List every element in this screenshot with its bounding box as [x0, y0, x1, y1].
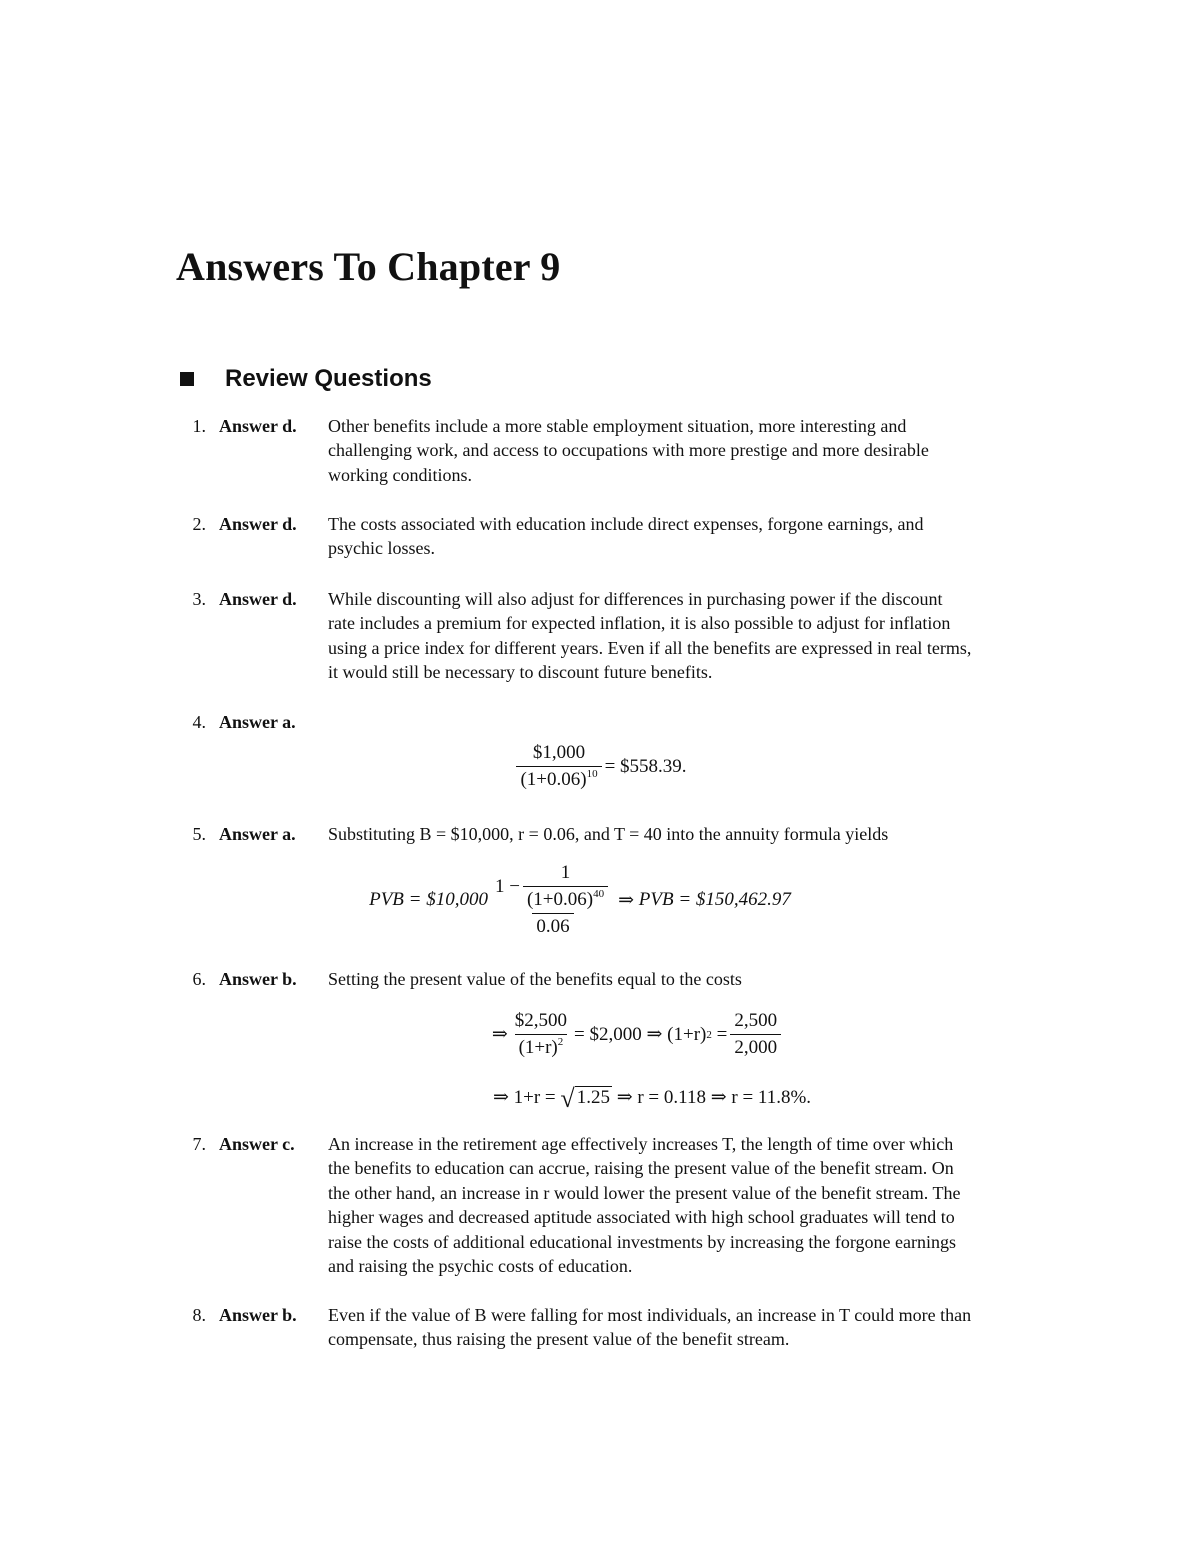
implies-arrow: ⇒ — [618, 889, 634, 911]
equation-present-value — [0, 742, 1200, 791]
answer-label: Answer a. — [219, 824, 296, 844]
text-line: Other benefits include a more stable employment situation, more interesting and — [328, 416, 907, 436]
text-line: psychic losses. — [328, 538, 435, 559]
equation-middle: = $2,000 ⇒ (1+r) — [574, 1024, 707, 1045]
radicand: 1.25 — [576, 1087, 610, 1108]
page-title: Answers To Chapter 9 — [176, 244, 561, 289]
text-line: While discounting will also adjust for differences in purchasing power if the discount — [328, 589, 943, 609]
exponent: 2 — [557, 1036, 564, 1048]
equation-result: PVB = $150,462.97 — [638, 889, 791, 910]
answer-text — [328, 1303, 1108, 1352]
question-number: 2. — [192, 514, 206, 534]
equals-sign: = — [716, 1023, 728, 1045]
one-minus: 1 − — [494, 875, 520, 897]
equation-lhs: PVB = $10,000 — [369, 889, 488, 910]
fraction — [730, 1010, 781, 1059]
question-number: 7. — [192, 1134, 206, 1154]
exponent: 40 — [593, 888, 605, 900]
text-line: the other hand, an increase in r would lower the present value of the benefit stream. The — [328, 1182, 961, 1203]
question-number: 6. — [192, 969, 206, 989]
text-line: higher wages and decreased aptitude associated with high school graduates will tend to — [328, 1207, 955, 1228]
fraction — [516, 742, 601, 791]
equation-result: = $558.39. — [604, 755, 687, 777]
equation-lhs: ⇒ 1+r = — [492, 1087, 556, 1108]
equation-annuity — [0, 862, 1180, 938]
question-number: 8. — [192, 1305, 206, 1325]
question-number: 4. — [192, 712, 206, 732]
exponent: 10 — [586, 768, 598, 780]
fraction — [511, 1010, 571, 1059]
text-line: Setting the present value of the benefits equal to the costs — [328, 969, 742, 989]
inner-numerator: 1 — [560, 862, 571, 883]
question-number: 1. — [192, 416, 206, 436]
text-line: An increase in the retirement age effectively increases T, the length of time over which — [328, 1134, 954, 1154]
answer-label: Answer b. — [219, 969, 297, 989]
radical-sign: √ — [560, 1084, 575, 1113]
fraction-numerator: $1,000 — [532, 742, 586, 763]
denominator-base: (1+0.06) — [520, 769, 587, 790]
text-line: Even if the value of B were falling for most individuals, an increase in T could more than — [328, 1305, 972, 1325]
text-line: it would still be necessary to discount future benefits. — [328, 662, 713, 683]
answer-text — [328, 1132, 1108, 1278]
text-line: the benefits to education can accrue, raising the present value of the benefit stream. On — [328, 1158, 954, 1179]
outer-fraction — [491, 862, 615, 938]
answer-label: Answer c. — [219, 1134, 295, 1154]
answer-text — [328, 822, 1108, 846]
text-line: rate includes a premium for expected inflation, it is also possible to adjust for inflation — [328, 613, 951, 634]
outer-numerator — [491, 862, 615, 913]
text-line: using a price index for different years. Even if all the benefits are expressed in real terms, — [328, 637, 972, 658]
fraction-numerator: 2,500 — [734, 1010, 778, 1031]
equation-rate-solve: ⇒ $\frac{\$2,500}{(1+r)^2}$ = $2,000 ⇒ (1+r) 2 = $\frac{2,500}{2,000}$ — [38, 1010, 1200, 1059]
answer-text — [328, 414, 1108, 487]
question-number: 3. — [192, 589, 206, 609]
square-root — [560, 1084, 612, 1113]
answer-text — [328, 587, 1108, 685]
fraction-denominator — [516, 766, 601, 791]
inner-denominator — [523, 886, 608, 911]
inner-fraction — [523, 862, 608, 911]
answer-label: Answer a. — [219, 712, 296, 732]
outer-denominator: 0.06 — [532, 913, 573, 938]
text-line: raise the costs of additional educational investments by increasing the forgone earnings — [328, 1231, 956, 1252]
answer-text — [328, 967, 1108, 991]
section-label: Review Questions — [225, 365, 432, 392]
section-heading — [180, 363, 432, 395]
text-line: The costs associated with education include direct expenses, forgone earnings, and — [328, 514, 924, 534]
fraction-numerator: $2,500 — [514, 1010, 568, 1031]
answer-label: Answer d. — [219, 589, 297, 609]
equation-result: ⇒ r = 0.118 ⇒ r = 11.8%. — [616, 1087, 812, 1108]
square-bullet-icon — [180, 372, 194, 386]
question-number: 5. — [192, 824, 206, 844]
text-line: working conditions. — [328, 464, 472, 485]
equation-rate-result — [52, 1084, 1200, 1113]
answer-label: Answer b. — [219, 1305, 297, 1325]
text-line: challenging work, and access to occupations with more prestige and more desirable — [328, 440, 929, 461]
answer-text — [328, 512, 1108, 561]
denominator-base: (1+0.06) — [526, 889, 594, 910]
fraction-denominator — [515, 1034, 568, 1059]
denominator-base: (1+r) — [518, 1037, 558, 1058]
text-line: compensate, thus raising the present value of the benefit stream. — [328, 1329, 790, 1350]
answer-label: Answer d. — [219, 416, 297, 436]
answer-label: Answer d. — [219, 514, 297, 534]
text-line: Substituting B = $10,000, r = 0.06, and T = 40 into the annuity formula yields — [328, 824, 889, 844]
fraction-denominator: 2,000 — [730, 1034, 781, 1059]
text-line: and raising the psychic costs of education. — [328, 1256, 633, 1277]
implies-arrow: ⇒ — [491, 1024, 508, 1045]
